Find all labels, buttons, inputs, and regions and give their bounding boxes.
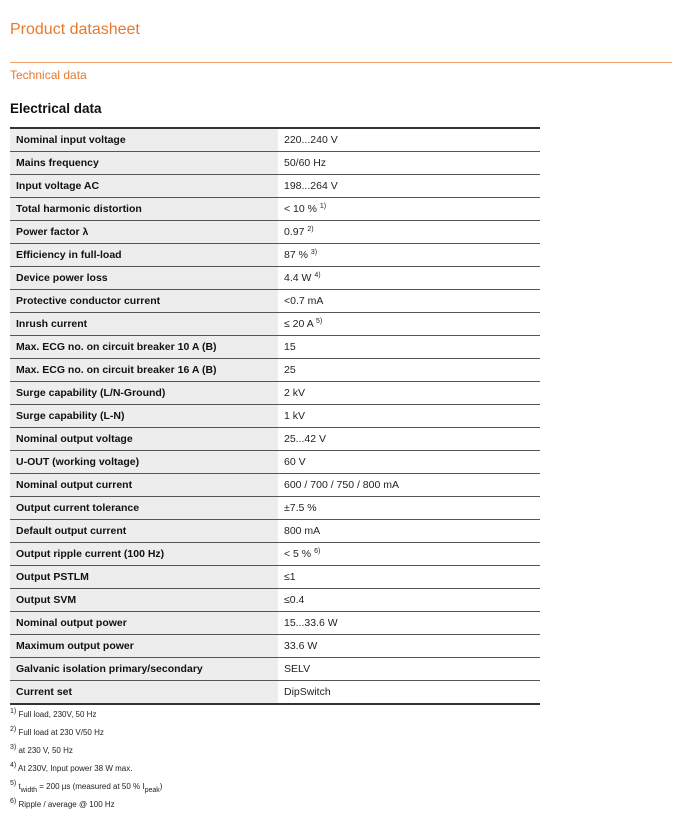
page-title: Product datasheet <box>10 21 140 38</box>
table-row <box>10 290 540 313</box>
row-label: Current set <box>10 681 278 705</box>
table-row <box>10 175 540 198</box>
row-label: Nominal output voltage <box>10 428 278 451</box>
table-row <box>10 589 540 612</box>
table-row <box>10 520 540 543</box>
row-value-text: ≤ 20 A <box>284 318 314 330</box>
row-value <box>278 221 540 244</box>
row-value <box>278 612 540 635</box>
row-label: Maximum output power <box>10 635 278 658</box>
table-row <box>10 635 540 658</box>
footnote-5: $^{5)}$ $t_{width} = 200$ µs (measured at 50 % $I_{peak}$) <box>10 780 163 794</box>
footnote-4: $^{4)}$ At 230V, Input power 38 W max. <box>10 762 133 773</box>
row-value <box>278 451 540 474</box>
row-value-text: ±7.5 % <box>284 502 317 514</box>
row-value-text: 0.97 <box>284 226 305 238</box>
electrical-data-table <box>10 127 540 705</box>
row-label: Mains frequency <box>10 152 278 175</box>
table-row <box>10 267 540 290</box>
row-footnote-ref: 6) <box>314 548 321 555</box>
footnote-2: $^{2)}$ Full load at 230 V/50 Hz <box>10 726 104 737</box>
row-label: Max. ECG no. on circuit breaker 16 A (B) <box>10 359 278 382</box>
table-row <box>10 543 540 566</box>
row-label: Default output current <box>10 520 278 543</box>
row-value-text: 2 kV <box>284 387 306 399</box>
row-value <box>278 497 540 520</box>
row-label: Output ripple current (100 Hz) <box>10 543 278 566</box>
row-value <box>278 336 540 359</box>
row-value-text: 87 % <box>284 249 308 261</box>
row-value-text: 60 V <box>284 456 306 468</box>
title-divider <box>10 62 672 63</box>
footnotes <box>10 706 410 814</box>
row-value <box>278 198 540 221</box>
row-footnote-ref: 2) <box>307 226 314 233</box>
row-value-text: 600 / 700 / 750 / 800 mA <box>284 479 399 491</box>
row-value <box>278 635 540 658</box>
row-value <box>278 474 540 497</box>
row-label: Inrush current <box>10 313 278 336</box>
table-row <box>10 658 540 681</box>
table-row <box>10 612 540 635</box>
row-value <box>278 589 540 612</box>
row-value-text: 15 <box>284 341 296 353</box>
row-value-text: SELV <box>284 663 311 675</box>
row-label: Power factor λ <box>10 221 278 244</box>
row-value <box>278 520 540 543</box>
row-value-text: ≤0.4 <box>284 594 305 606</box>
row-label: Nominal input voltage <box>10 128 278 152</box>
row-value <box>278 313 540 336</box>
row-label: Surge capability (L-N) <box>10 405 278 428</box>
row-value-text: 33.6 W <box>284 640 318 652</box>
table-row <box>10 382 540 405</box>
table-row <box>10 428 540 451</box>
row-value-text: < 10 % <box>284 203 317 215</box>
row-label: Output SVM <box>10 589 278 612</box>
row-value-text: 4.4 W <box>284 272 312 284</box>
row-value <box>278 267 540 290</box>
row-value-text: DipSwitch <box>284 686 331 698</box>
row-value <box>278 681 540 705</box>
row-value <box>278 152 540 175</box>
table-row <box>10 128 540 152</box>
row-label: Max. ECG no. on circuit breaker 10 A (B) <box>10 336 278 359</box>
row-label: Galvanic isolation primary/secondary <box>10 658 278 681</box>
table-row <box>10 152 540 175</box>
row-value <box>278 543 540 566</box>
row-label: Output current tolerance <box>10 497 278 520</box>
row-value <box>278 175 540 198</box>
row-value-text: ≤1 <box>284 571 296 583</box>
table-row <box>10 198 540 221</box>
table-row <box>10 451 540 474</box>
row-label: Device power loss <box>10 267 278 290</box>
row-value-text: <0.7 mA <box>284 295 324 307</box>
table-heading: Electrical data <box>10 101 102 116</box>
row-value <box>278 428 540 451</box>
row-label: Nominal output power <box>10 612 278 635</box>
row-value <box>278 405 540 428</box>
row-label: Nominal output current <box>10 474 278 497</box>
row-label: Surge capability (L/N-Ground) <box>10 382 278 405</box>
row-value-text: 25...42 V <box>284 433 327 445</box>
row-value-text: 220...240 V <box>284 134 338 146</box>
table-row <box>10 336 540 359</box>
row-value-text: 50/60 Hz <box>284 157 327 169</box>
table-row <box>10 405 540 428</box>
row-value <box>278 658 540 681</box>
row-value-text: 198...264 V <box>284 180 338 192</box>
row-value-text: 800 mA <box>284 525 321 537</box>
section-title: Technical data <box>10 68 87 82</box>
row-label: Total harmonic distortion <box>10 198 278 221</box>
table-row <box>10 359 540 382</box>
row-footnote-ref: 3) <box>310 249 318 256</box>
row-value-text: 25 <box>284 364 296 376</box>
row-value-text: 15...33.6 W <box>284 617 338 629</box>
row-value <box>278 128 540 152</box>
row-value-text: < 5 % <box>284 548 312 560</box>
row-value-text: 1 kV <box>284 410 306 422</box>
row-footnote-ref: 1) <box>319 203 327 210</box>
table-row <box>10 313 540 336</box>
table-row <box>10 497 540 520</box>
row-value <box>278 382 540 405</box>
row-footnote-ref: 4) <box>314 272 321 279</box>
row-label: Output PSTLM <box>10 566 278 589</box>
row-value <box>278 359 540 382</box>
footnote-6: $^{6)}$ Ripple / average @ 100 Hz <box>10 798 115 809</box>
row-label: Protective conductor current <box>10 290 278 313</box>
footnote-1: $^{1)}$ Full load, 230V, 50 Hz <box>10 708 97 719</box>
footnote-3: $^{3)}$ at 230 V, 50 Hz <box>10 744 73 755</box>
row-value <box>278 244 540 267</box>
row-label: U-OUT (working voltage) <box>10 451 278 474</box>
table-row <box>10 244 540 267</box>
table-row <box>10 474 540 497</box>
row-footnote-ref: 5) <box>316 318 323 325</box>
table-row <box>10 566 540 589</box>
row-value <box>278 566 540 589</box>
table-row <box>10 681 540 705</box>
row-label: Input voltage AC <box>10 175 278 198</box>
row-label: Efficiency in full-load <box>10 244 278 267</box>
row-value <box>278 290 540 313</box>
table-row <box>10 221 540 244</box>
